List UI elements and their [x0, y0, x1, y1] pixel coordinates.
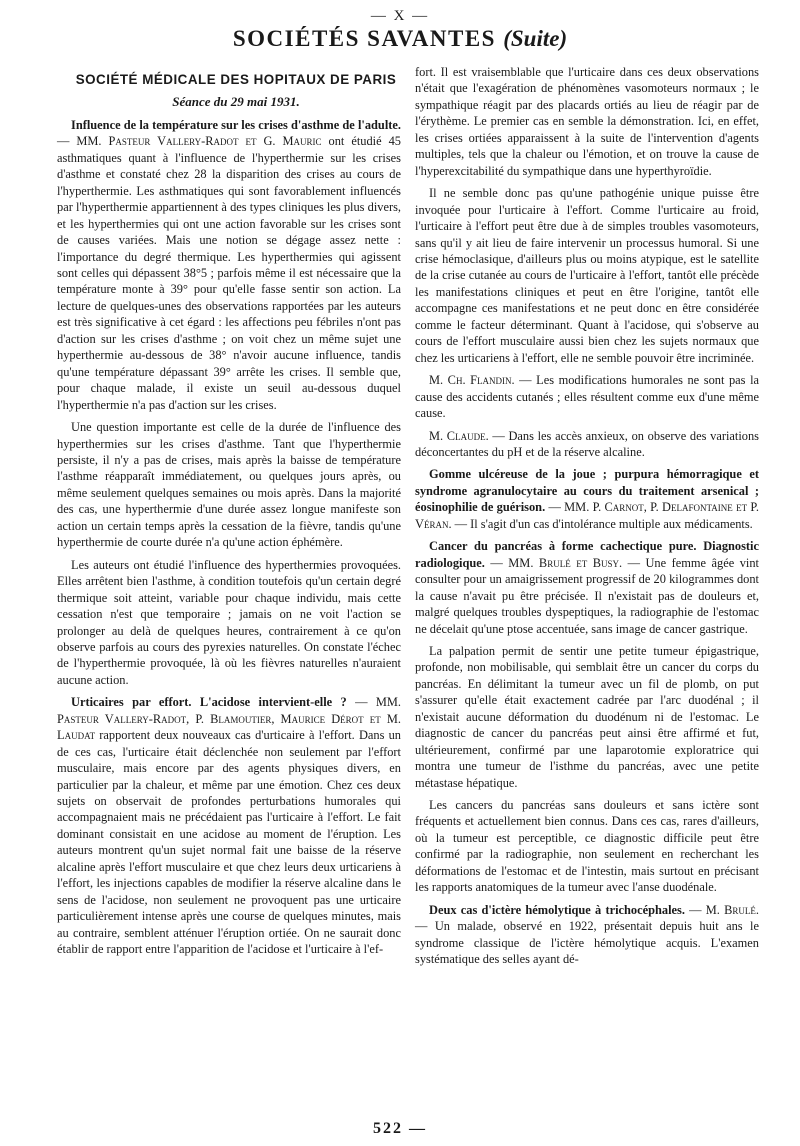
section-header	[0, 26, 800, 52]
discussant-name: M. Claude.	[429, 428, 489, 443]
section-suite: (Suite)	[503, 26, 568, 51]
paragraph-continued: fort. Il est vraisemblable que l'urticaire dans ces deux observations n'était que l'exagération de phénomènes vasomoteurs normaux ; le sympathique réagit par des placards ortiés au lieu de réagir par de l'érythème. Le premier cas en semble la démonstration. Ici, en effet, les crises ortiées apparaissent à la suite de l'intervention d'agents multiples, tels que la chaleur ou l'émotion, et on trouve la cause de l'hyperexcitabilité du sympathique dans une hyperthyroïdie.	[415, 65, 759, 178]
session-date: Séance du 29 mai 1931.	[172, 94, 300, 110]
article-title: Urticaires par effort. L'acidose intervient-elle ?	[71, 695, 347, 710]
left-column	[57, 72, 401, 964]
page-number: — X —	[370, 8, 430, 24]
article-asthma-intro	[57, 117, 401, 413]
article-icterus	[415, 902, 759, 968]
article-urticaria-intro	[57, 694, 401, 957]
article-title: Influence de la température sur les crises d'asthme de l'adulte.	[71, 117, 401, 132]
article-authors: — M. Brulé.	[684, 902, 759, 917]
article-gomme	[415, 466, 759, 532]
article-title: Deux cas d'ictère hémolytique à trichocéphales.	[429, 902, 685, 917]
paragraph-text: ont étudié 45 asthmatiques quant à l'influence de l'hyperthermie sur les crises d'asthme et constaté chez 28 la disparition des crises au cours de l'hyperthermie. Les asthmatiques qui sont favorablement influencés par l'hyperthermie appartiennent à des types cliniques les plus divers, et les hyperthermies qui ont une action favorable sur les crises sont de causes variées. Mais une notion se dégage assez nette : l'importance du degré thermique. Les hyperthermies qui agissent sont celles qui dépassent 38°5 ; parfois même il est nécessaire que la température monte à 39° pour qu'elle fasse sentir son action. La lecture de quelques-unes des observations rapportées par les auteurs est très significative à cet égard : les affections peu fébriles n'ont pas d'action sur les crises d'asthme ; on voit chez un même sujet une hyperthermie au-dessous de 38° n'avoir aucune influence, tandis qu'une température dépassant 39° arrête les crises. Il semble que, pour chaque malade, il existe un seuil au-dessous duquel l'hyperthermie n'a pas d'action sur les crises.	[57, 134, 401, 412]
discussion-text: — Dans les accès anxieux, on observe des variations déconcertantes du pH et de la réserve alcaline.	[415, 428, 759, 459]
article-authors: — MM. P. Carnot, P. Delafontaine et P. Véran.	[415, 500, 759, 531]
article-title: Cancer du pancréas à forme cachectique pure. Diagnostic radiologique.	[415, 539, 759, 570]
footer-page-number: 522 —	[373, 1120, 427, 1137]
section-title: SOCIÉTÉS SAVANTES	[232, 26, 496, 51]
paragraph: Il ne semble donc pas qu'une pathogénie unique puisse être invoquée pour l'urticaire à l'effort. Comme l'urticaire au froid, l'urticaire à l'effort peut être due à de simples troubles vasomoteurs, sans qu'il y ait lieu de faire intervenir un processus humoral. Si une crise hémoclasique, d'ailleurs plus ou moins atypique, est le satellite de la crise cutanée au cours de l'urticaire à l'effort, tantôt elle précède les manifestations cliniques et peut en être l'origine, tantôt elle accompagne ces manifestations et ne peut donc en être considérée comme le facteur déterminant. Quant à l'acidose, qui s'observe au cours de l'effort musculaire aussi bien chez les sujets normaux que chez les urticariens à l'effort, elle ne semble pouvoir être incriminée.	[415, 186, 759, 365]
paragraph: Les cancers du pancréas sans douleurs et sans ictère sont fréquents et actuellement bien connus. Dans ces cas, rares d'ailleurs, où la tumeur est perceptible, ce diagnostic difficile peut être confirmé par la radiographie, non seulement en recherchant les déformations de l'estomac et de l'intestin, mais surtout en précisant les rapports anatomiques de la tumeur avec l'anse duodénale.	[415, 798, 759, 895]
discussion-text: — Les modifications humorales ne sont pas la cause des accidents cutanés ; elles résultent comme eux d'une même cause.	[415, 373, 760, 421]
right-column	[415, 64, 759, 974]
paragraph-text: — Un malade, observé en 1922, présentait depuis huit ans le syndrome classique de l'ictère hémolytique acquis. L'examen systématique des selles ayant dé-	[415, 919, 759, 967]
paragraph: La palpation permit de sentir une petite tumeur épigastrique, profonde, non mobilisable, qui semblait être un cancer du corps du pancréas. En délimitant la tumeur avec un fil de plomb, on put s'assurer qu'elle était exactement cadrée par l'arc duodénal ; il n'existait aucune déformation du duodénum ni de l'estomac. Le diagnostic de cancer du pancréas peut ainsi être affirmé et fut, ultérieurement, confirmé par une laparotomie exploratrice qui montra une tumeur de l'isthme du pancréas, avec une petite métastase hépatique.	[415, 643, 759, 790]
discussion-flandin	[415, 372, 759, 421]
article-pancreas	[415, 538, 759, 637]
paragraph: Les auteurs ont étudié l'influence des hyperthermies provoquées. Elles arrêtent bien l'asthme, à condition toutefois qu'un certain degré thermique soit atteint, variable pour chaque individu, mais cette cessation n'est que temporaire ; jamais on ne voit l'action se prolonger au delà de quelques heures, contrairement à ce qu'on observe parfois au cours des pyrexies naturelles. On constate l'échec de l'hyperthermie provoquée, là où les fièvres naturelles n'auraient aucune action.	[57, 557, 401, 687]
article-authors: — MM. Pasteur Vallery-Radot, P. Blamoutier, Maurice Dérot et M. Laudat	[57, 695, 402, 743]
paragraph: Une question importante est celle de la durée de l'influence des hyperthermies sur les crises d'asthme. Tant que l'hyperthermie persiste, il n'y a pas de crises, mais après la baisse de température l'asthme réapparaît immédiatement, ou quelques jours après, ou même seulement quelques semaines ou mois après. Dans la majorité des cas, une hyperthermie d'une durée assez longue manifeste son action un certain temps après la cessation de la fièvre, tandis qu'une hyperthermie de courte durée n'a qu'une action éphémère.	[57, 420, 401, 550]
discussion-claude	[415, 428, 759, 461]
article-title: Gomme ulcéreuse de la joue ; purpura hémorragique et syndrome agranulocytaire au cours du traitement arsenical ; éosinophilie de guérison.	[415, 467, 759, 515]
article-authors: — MM. Pasteur Vallery-Radot et G. Mauric	[57, 134, 322, 149]
discussant-name: M. Ch. Flandin.	[429, 373, 515, 388]
article-authors: — MM. Brulé et Busy.	[484, 555, 623, 570]
paragraph-text: — Une femme âgée vint consulter pour un amaigrissement progressif de 20 kilogrammes dont la cause n'avait pu être précisée. Il n'existait pas de douleurs et, malgré quelques troubles dyspeptiques, la radiographie de l'estomac ne décelait qu'une ptose accentuée, sans image de cancer gastrique.	[415, 555, 759, 636]
paragraph-text: rapportent deux nouveaux cas d'urticaire à l'effort. Dans un de ces cas, l'urticaire était déclenchée non seulement par l'effort musculaire, mais encore par des agents physiques divers, en particulier par la chaleur, et même par une émotion. Chez ces deux sujets on observait de profondes perturbations humorales qui accompagnaient mais ne précédaient pas l'urticaire à l'effort. Le fait dominant consistait en une acidose au moment de l'éruption. Les auteurs montrent qu'un sujet normal fait une baisse de la réserve alcaline après l'effort musculaire et que chez leurs deux urticariens à l'effort, les injections capables de modifier la réserve alcaline dans le sens de l'acidose, non seulement ne provoquent pas une urticaire particulièrement intense après une course de quelques minutes, mais au contraire, semblent atténuer l'éruption ortiée. On ne saurait donc établir de rapport entre l'apparition de l'acidose et l'urticaire à l'ef-	[57, 728, 401, 957]
paragraph-text: — Il s'agit d'un cas d'intolérance multiple aux médicaments.	[451, 516, 753, 531]
society-title: SOCIÉTÉ MÉDICALE DES HOPITAUX DE PARIS	[75, 72, 397, 87]
